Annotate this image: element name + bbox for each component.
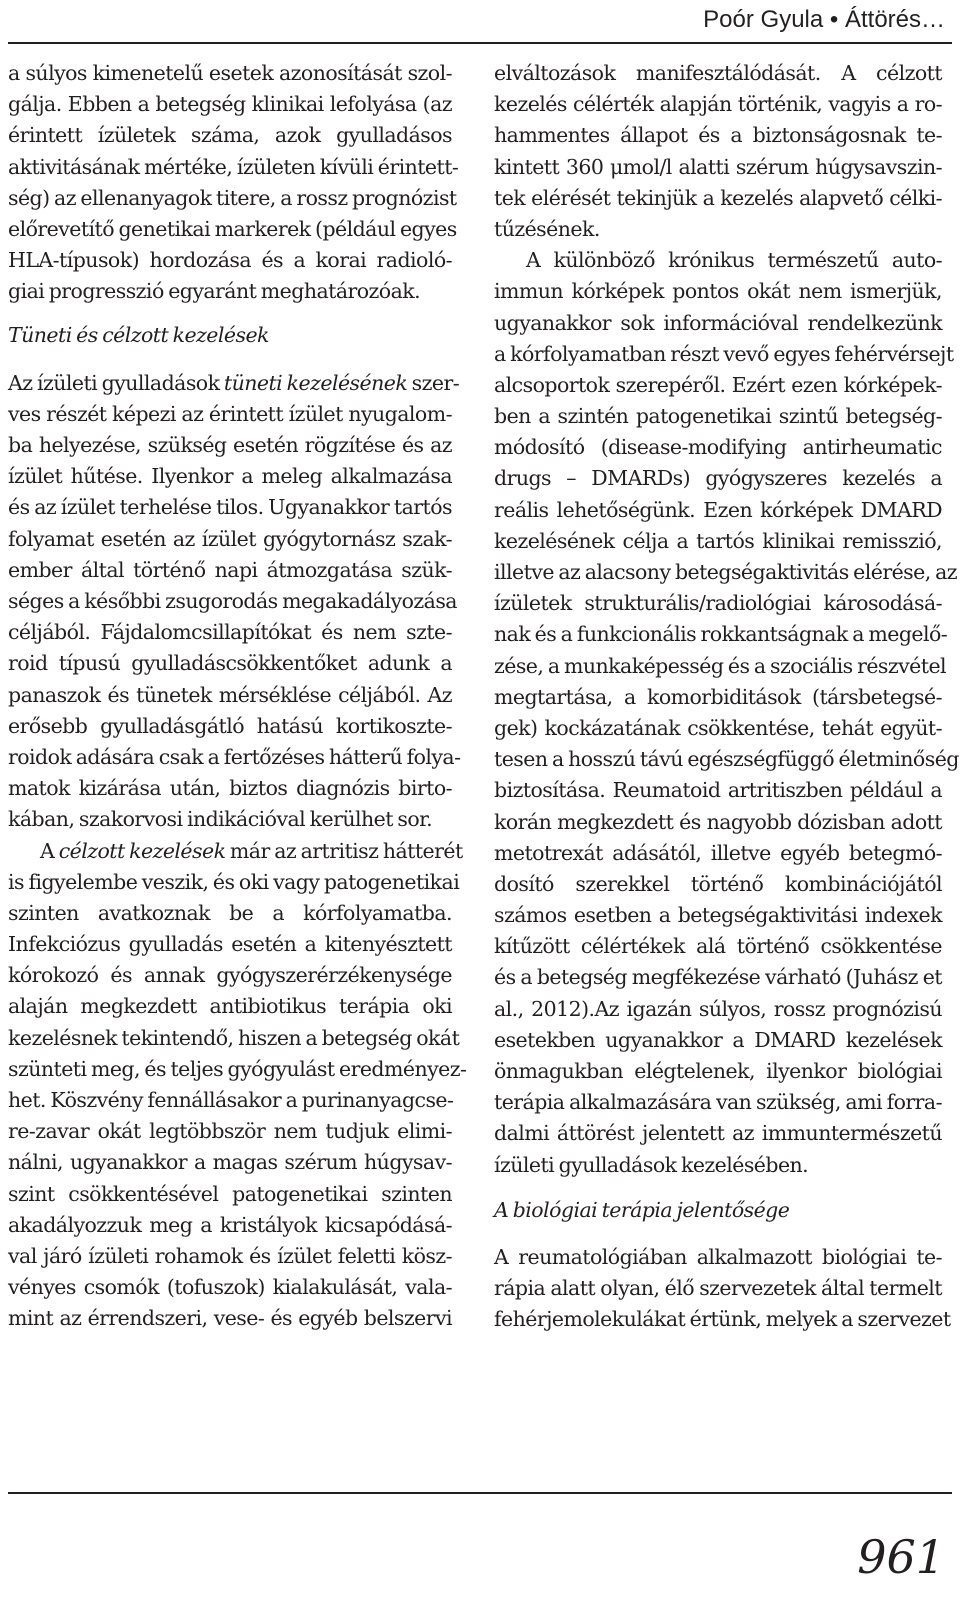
text-line: biztosítása. Reumatoid artritiszben például a xyxy=(494,778,942,803)
right-paragraph-2 xyxy=(494,245,959,1181)
text-line xyxy=(8,836,463,867)
section-heading: A biológiai terápia jelentősége xyxy=(494,1197,790,1222)
text-line: előrevetítő genetikai markerek (például egyes xyxy=(8,216,457,241)
text-fragment: szer- xyxy=(407,370,460,395)
text-line: nak és a funkcionális rokkantságnak a megelő- xyxy=(494,622,948,647)
text-line: nálni, ugyanakkor a magas szérum húgysav- xyxy=(8,1150,452,1175)
right-paragraph-3 xyxy=(494,1242,951,1336)
text-line: korán megkezdett és nagyobb dózisban adott xyxy=(494,809,942,834)
text-line: giai progresszió egyaránt meghatározóak. xyxy=(8,279,421,304)
text-line: kezelésnek tekintendő, hiszen a betegség okát xyxy=(8,1025,460,1050)
text-line: tesen a hosszú távú egészségfüggő életminőség xyxy=(494,747,959,772)
text-line: céljából. Fájdalomcsillapítókat és nem szte- xyxy=(8,620,452,645)
text-line xyxy=(8,368,460,399)
text-line: metotrexát adásától, illetve egyéb betegmó- xyxy=(494,840,942,865)
text-line: tűzésének. xyxy=(494,216,600,241)
text-line: kórokozó és annak gyógyszerérzékenysége xyxy=(8,963,452,988)
text-line: A különböző krónikus természetű auto- xyxy=(526,248,942,273)
text-line: kezelésének célja a tartós klinikai remisszió, xyxy=(494,528,942,553)
text-line: reális lehetőségünk. Ezen kórképek DMARD xyxy=(494,497,942,522)
footer-rule xyxy=(8,1492,952,1494)
text-line: illetve az alacsony betegségaktivitás elérése, az xyxy=(494,560,958,584)
text-line: rápia alatt olyan, élő szervezetek által termelt xyxy=(494,1276,942,1301)
text-line: zése, a munkaképesség és a szociális részvétel xyxy=(494,653,947,678)
right-paragraph-1 xyxy=(494,58,942,245)
text-line: szint csökkentésével patogenetikai szinten xyxy=(8,1181,452,1206)
text-line: módosító (disease-modifying antirheumatic xyxy=(494,435,942,460)
text-line: ízület hűtése. Ilyenkor a meleg alkalmazása xyxy=(8,464,452,489)
text-line: ízületek strukturális/radiológiai károsodásá- xyxy=(494,591,942,616)
text-line: Infekciózus gyulladás esetén a kitenyésztett xyxy=(8,932,452,957)
text-line: szinten avatkoznak be a kórfolyamatba. xyxy=(8,900,452,925)
text-line: ves részét képezi az érintett ízület nyugalom- xyxy=(8,401,452,426)
left-paragraph-3 xyxy=(8,836,467,1335)
text-line: és a betegség megfékezése várható (Juhász et xyxy=(494,965,942,990)
text-line: tek elérését tekinjük a kezelés alapvető célki- xyxy=(494,185,942,210)
text-line: séges a későbbi zsugorodás megakadályozása xyxy=(8,589,457,613)
text-fragment: Az ízületi gyulladások xyxy=(8,370,224,395)
text-line: al., 2012).Az igazán súlyos, rossz prognózisú xyxy=(494,996,942,1021)
left-column xyxy=(8,58,467,1335)
text-line: re-zavar okát legtöbbször nem tudjuk elimi- xyxy=(8,1119,452,1144)
section-heading: Tüneti és célzott kezelések xyxy=(8,322,269,347)
text-line: terápia alkalmazására van szükség, ami forra- xyxy=(494,1090,942,1115)
text-line: dalmi áttörést jelentett az immuntermészetű xyxy=(494,1121,942,1146)
running-head: Poór Gyula • Áttörés… xyxy=(703,6,945,33)
text-line: ba helyezése, szükség esetén rögzítése és az xyxy=(8,433,452,458)
text-line: aktivitásának mértéke, ízületen kívüli érintett- xyxy=(8,154,459,179)
text-line: is figyelembe veszik, és oki vagy patogenetikai xyxy=(8,869,460,894)
left-paragraph-1 xyxy=(8,58,459,308)
text-fragment: már az artritisz hátterét xyxy=(225,838,463,863)
text-line: a súlyos kimenetelű esetek azonosítását szol- xyxy=(8,61,452,85)
text-line: megtartása, a komorbiditások (társbetegsé- xyxy=(494,684,942,709)
text-line: hammentes állapot és a biztonságosnak te- xyxy=(494,123,942,148)
text-line: folyamat esetén az ízület gyógytornász szak- xyxy=(8,526,452,551)
text-line: ember által történő napi átmozgatása szük- xyxy=(8,557,452,582)
text-line: a kórfolyamatban részt vevő egyes fehérvérsejt xyxy=(494,341,954,366)
text-line: elváltozások manifesztálódását. A célzott xyxy=(494,61,942,85)
header-rule xyxy=(8,42,952,44)
text-line: fehérjemolekulákat értünk, melyek a szervezet xyxy=(494,1307,951,1332)
text-line: A reumatológiában alkalmazott biológiai te- xyxy=(494,1244,942,1269)
text-line: erősebb gyulladásgátló hatású kortikoszte- xyxy=(8,713,452,738)
text-line: érintett ízületek száma, azok gyulladásos xyxy=(8,123,452,148)
text-line: alaján megkezdett antibiotikus terápia oki xyxy=(8,994,452,1019)
text-line: számos esetben a betegségaktivitási indexek xyxy=(494,903,942,928)
text-line: és az ízület terhelése tilos. Ugyanakkor tartós xyxy=(8,495,452,520)
text-line: dosító szerekkel történő kombinációjától xyxy=(494,871,942,896)
page-number: 961 xyxy=(857,1530,945,1584)
text-line: gálja. Ebben a betegség klinikai lefolyása (az xyxy=(8,92,452,117)
text-line: val járó ízületi rohamok és ízület feletti kösz- xyxy=(8,1243,452,1268)
text-line: ben a szintén patogenetikai szintű betegség- xyxy=(494,404,942,429)
text-line: szünteti meg, és teljes gyógyulást eredményez- xyxy=(8,1056,467,1081)
right-column xyxy=(494,58,959,1336)
text-line: önmagukban elégtelenek, ilyenkor biológiai xyxy=(494,1059,942,1083)
text-line: roidok adására csak a fertőzéses hátterű folya- xyxy=(8,744,461,769)
text-line: kintett 360 μmol/l alatti szérum húgysavszin- xyxy=(494,154,942,179)
text-line: drugs – DMARDs) gyógyszeres kezelés a xyxy=(494,466,942,491)
text-line: immun kórképek pontos okát nem ismerjük, xyxy=(494,279,942,304)
text-fragment: A xyxy=(40,838,59,863)
text-line: kezelés célérték alapján történik, vagyis a ro- xyxy=(494,92,942,117)
text-line: vényes csomók (tofuszok) kialakulását, vala- xyxy=(8,1275,452,1300)
text-line: ség) az ellenanyagok titere, a rossz prognózist xyxy=(8,185,457,210)
text-line: ízületi gyulladások kezelésében. xyxy=(494,1152,809,1177)
left-paragraph-2 xyxy=(8,368,461,836)
text-line: alcsoportok szerepéről. Ezért ezen kórképek- xyxy=(494,372,942,397)
text-line: matok kizárása után, biztos diagnózis birto- xyxy=(8,776,452,801)
text-line: ugyanakkor sok információval rendelkezünk xyxy=(494,310,942,335)
text-line: mint az érrendszeri, vese- és egyéb belszervi xyxy=(8,1306,452,1331)
text-line: kítűzött célértékek alá történő csökkentése xyxy=(494,934,942,959)
text-line: esetekben ugyanakkor a DMARD kezelések xyxy=(494,1027,942,1052)
text-line: gek) kockázatának csökkentése, tehát együt- xyxy=(494,715,942,740)
text-line: HLA-típusok) hordozása és a korai radioló- xyxy=(8,248,452,273)
text-line: panaszok és tünetek mérséklése céljából. Az xyxy=(8,682,452,707)
text-line: kában, szakorvosi indikációval kerülhet sor. xyxy=(8,807,433,832)
text-line: het. Köszvény fennállásakor a purinanyagcse- xyxy=(8,1088,454,1112)
emphasis-text: tüneti kezelésének xyxy=(223,370,408,395)
text-line: akadályozzuk meg a kristályok kicsapódásá- xyxy=(8,1212,452,1237)
emphasis-text: célzott kezelések xyxy=(58,838,226,863)
text-line: roid típusú gyulladáscsökkentőket adunk a xyxy=(8,651,452,676)
